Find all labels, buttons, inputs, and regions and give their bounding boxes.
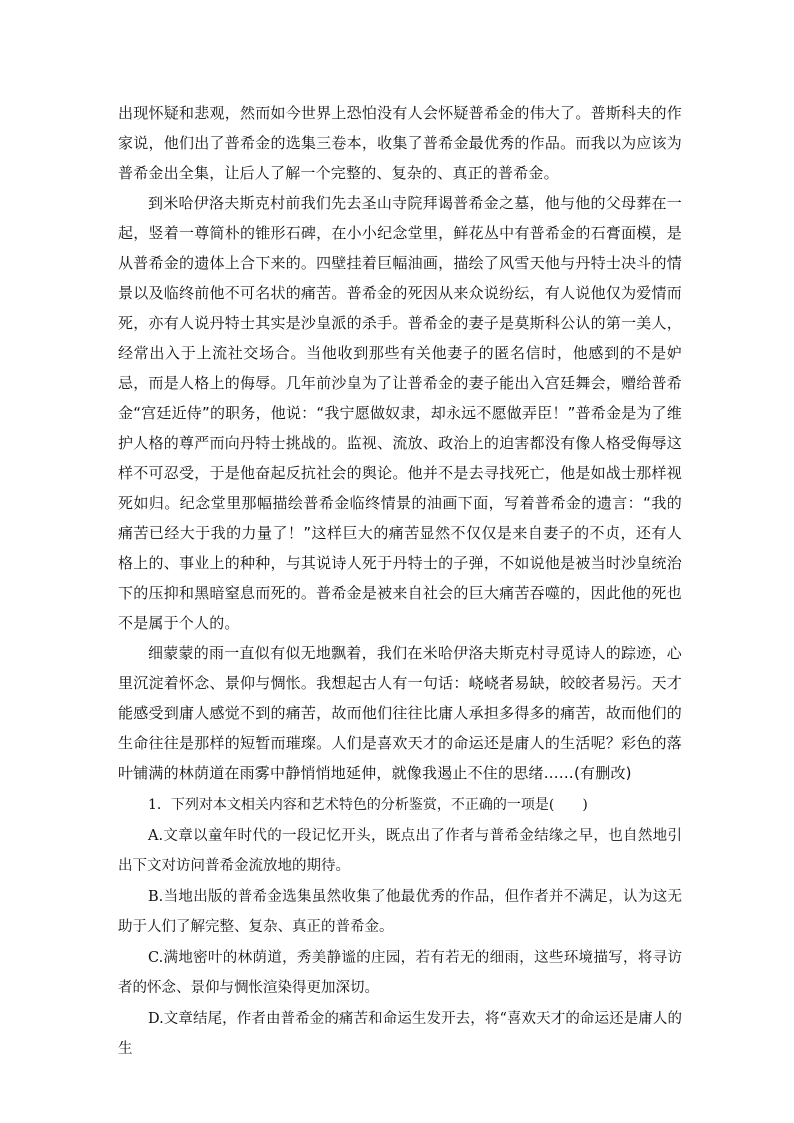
- option-d: D.文章结尾，作者由普希金的痛苦和命运生发开去，将“喜欢天才的命运还是庸人的生: [118, 1010, 682, 1057]
- paragraph-continuation: 出现怀疑和悲观，然而如今世界上恐怕没有人会怀疑普希金的伟大了。普斯科夫的作家说，他们出了普希金的选集三卷本，收集了普希金最优秀的作品。而我以为应该为普希金出全集，让后人了解一个完整的、复杂的、真正的普希金。: [118, 104, 682, 182]
- option-a: A.文章以童年时代的一段记忆开头，既点出了作者与普希金结缘之早，也自然地引出下文对访问普希金流放地的期待。: [118, 827, 682, 874]
- option-b: B.当地出版的普希金选集虽然收集了他最优秀的作品，但作者并不满足，认为这无助于人们了解完整、复杂、真正的普希金。: [118, 888, 682, 935]
- paragraph-tomb-visit: 到米哈伊洛夫斯克村前我们先去圣山寺院拜谒普希金之墓，他与他的父母葬在一起，竖着一尊简朴的锥形石碑，在小小纪念堂里，鲜花丛中有普希金的石膏面模，是从普希金的遗体上合下来的。四壁挂着巨幅油画，描绘了风雪天他与丹特士决斗的情景以及临终前他不可名状的痛苦。普希金的死因从来众说纷纭，有人说他仅为爱情而死，亦有人说丹特士其实是沙皇派的杀手。普希金的妻子是莫斯科公认的第一美人，经常出入于上流社交场合。当他收到那些有关他妻子的匿名信时，他感到的不是妒忌，而是人格上的侮辱。几年前沙皇为了让普希金的妻子能出入宫廷舞会，赠给普希金“宫廷近侍”的职务，他说：“我宁愿做奴隶，却永远不愿做弄臣！”普希金是为了维护人格的尊严而向丹特士挑战的。监视、流放、政治上的迫害都没有像人格受侮辱这样不可忍受，于是他奋起反抗社会的舆论。他并不是去寻找死亡，他是如战士那样视死如归。纪念堂里那幅描绘普希金临终情景的油画下面，写着普希金的遗言：“我的痛苦已经大于我的力量了！”这样巨大的痛苦显然不仅仅是来自妻子的不贞，还有人格上的、事业上的种种，与其说诗人死于丹特士的子弹，不如说他是被当时沙皇统治下的压抑和黑暗窒息而死的。普希金是被来自社会的巨大痛苦吞噬的，因此他的死也不是属于个人的。: [118, 194, 682, 632]
- option-c: C.满地密叶的林荫道，秀美静谧的庄园，若有若无的细雨，这些环境描写，将寻访者的怀念、景仰与惆怅渲染得更加深切。: [118, 949, 682, 996]
- question-1-stem: [118, 790, 682, 821]
- paragraph-rain-reflection: 细蒙蒙的雨一直似有似无地飘着，我们在米哈伊洛夫斯克村寻觅诗人的踪迹，心里沉淀着怀念、景仰与惆怅。我想起古人有一句话：峣峣者易缺，皎皎者易污。天才能感受到庸人感觉不到的痛苦，故而他们往往比庸人承担多得多的痛苦，故而他们的生命往往是那样的短暂而璀璨。人们是喜欢天才的命运还是庸人的生活呢？彩色的落叶铺满的林荫道在雨雾中静悄悄地延伸，就像我遏止不住的思绪……(有删改): [118, 644, 682, 782]
- question-stem-text: 下列对本文相关内容和艺术特色的分析鉴赏，不正确的一项是( ): [170, 797, 588, 813]
- document-body: [118, 98, 682, 1065]
- question-number: 1．: [148, 797, 171, 813]
